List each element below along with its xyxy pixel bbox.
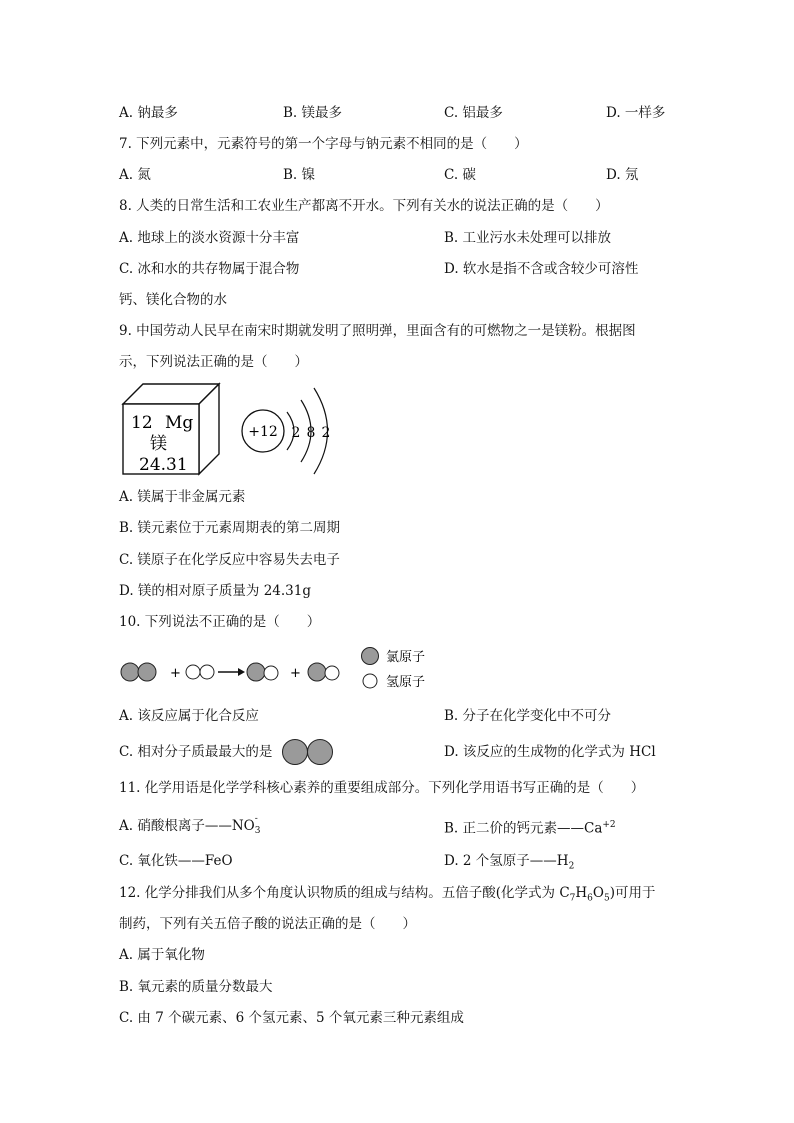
plus-sign-1: + <box>170 666 181 681</box>
q9-option-a: A. 镁属于非金属元素 <box>119 489 246 505</box>
hcl-molecule-1 <box>247 663 278 681</box>
q7-option-b: B. 镍 <box>283 167 316 183</box>
q8-option-d: D. 软水是指不含或含较少可溶性 <box>444 261 639 277</box>
q9-option-c: C. 镁原子在化学反应中容易失去电子 <box>119 552 340 568</box>
atomic-mass: 24.31 <box>139 455 188 475</box>
chlorine-molecule <box>121 663 156 681</box>
element-card <box>123 384 219 475</box>
q10-stem: 10. 下列说法不正确的是（ ） <box>119 614 321 630</box>
hydrogen-molecule <box>186 665 214 679</box>
legend-cl-label: 氯原子 <box>386 650 426 665</box>
q11-option-b-text: B. 正二价的钙元素——Ca <box>444 820 603 837</box>
nucleus-charge: +12 <box>248 424 278 440</box>
q11-stem: 11. 化学用语是化学学科核心素养的重要组成部分。下列化学用语书写正确的是（ ） <box>119 780 645 796</box>
q9-option-d: D. 镁的相对原子质量为 24.31g <box>119 583 312 599</box>
cl2-molecule-icon <box>281 737 337 767</box>
q11-option-a-charge: - <box>254 814 258 824</box>
shell-1-electrons: 2 <box>291 425 301 441</box>
hcl-molecule-2 <box>308 663 339 681</box>
q6-option-b: B. 镁最多 <box>283 105 343 121</box>
q12-option-a: A. 属于氧化物 <box>119 947 205 963</box>
q7-option-c: C. 碳 <box>444 167 476 183</box>
q9-stem-line2: 示，下列说法正确的是（ ） <box>119 354 308 370</box>
q12-option-b: B. 氧元素的质量分数最大 <box>119 979 273 995</box>
formula-h-subscript: 6 <box>587 893 593 904</box>
plus-sign-2: + <box>290 666 301 681</box>
element-name: 镁 <box>150 434 167 454</box>
q8-stem: 8. 人类的日常生活和工农业生产都离不开水。下列有关水的说法正确的是（ ） <box>119 198 609 214</box>
q8-option-b: B. 工业污水未处理可以排放 <box>444 230 612 246</box>
q11-option-b <box>444 816 616 838</box>
q11-option-d-subscript: 2 <box>568 861 575 872</box>
legend-cl-swatch <box>362 648 379 665</box>
legend-h-swatch <box>363 674 377 688</box>
q11-option-c: C. 氧化铁——FeO <box>119 853 233 869</box>
legend <box>362 648 426 691</box>
formula-o: O <box>592 885 604 901</box>
q9-stem-line1: 9. 中国劳动人民早在南宋时期就发明了照明弹，里面含有的可燃物之一是镁粉。根据图 <box>119 323 636 339</box>
q10-option-c-text: C. 相对分子质最最大的是 <box>119 744 273 760</box>
q10-option-a: A. 该反应属于化合反应 <box>119 708 259 724</box>
q11-option-b-superscript: +2 <box>602 820 616 830</box>
shell-2-electrons: 8 <box>306 425 316 441</box>
formula-h: H <box>575 885 588 901</box>
q12-stem-part1: 12. 化学分排我们从多个角度认识物质的组成与结构。五倍子酸(化学式为 C <box>119 885 570 901</box>
q6-option-a: A. 钠最多 <box>119 105 178 121</box>
q9-figure <box>121 382 346 482</box>
q12-option-c: C. 由 7 个碳元素、6 个氢元素、5 个氧元素三种元素组成 <box>119 1010 464 1026</box>
q10-reaction-diagram <box>118 642 448 702</box>
q12-stem-line1 <box>119 884 656 908</box>
legend-h-label: 氢原子 <box>386 675 426 690</box>
q12-stem-part2: )可用于 <box>609 885 656 901</box>
q11-option-a <box>119 816 263 835</box>
q11-option-d-text: D. 2 个氢原子——H <box>444 853 569 869</box>
q11-option-a-text: A. 硝酸根离子——NO <box>119 818 255 834</box>
q6-option-d: D. 一样多 <box>606 105 666 121</box>
q7-option-a: A. 氮 <box>119 167 151 183</box>
element-symbol: Mg <box>165 413 194 433</box>
q12-stem-line2: 制药，下列有关五倍子酸的说法正确的是（ ） <box>119 916 416 932</box>
q10-option-c <box>119 743 272 761</box>
q10-option-d: D. 该反应的生成物的化学式为 HCl <box>444 744 656 760</box>
atomic-number: 12 <box>131 413 153 433</box>
shell-3-electrons: 2 <box>321 425 331 441</box>
q7-option-d: D. 氖 <box>606 167 639 183</box>
q9-option-b: B. 镁元素位于元素周期表的第二周期 <box>119 520 341 536</box>
q7-stem: 7. 下列元素中，元素符号的第一个字母与钠元素不相同的是（ ） <box>119 136 528 152</box>
reaction-arrow <box>218 668 245 676</box>
q8-option-a: A. 地球上的淡水资源十分丰富 <box>119 230 300 246</box>
q6-option-c: C. 铝最多 <box>444 105 503 121</box>
formula-o-subscript: 5 <box>603 893 610 904</box>
q8-option-d-continued: 钙、镁化合物的水 <box>119 292 227 308</box>
q8-option-c: C. 冰和水的共存物属于混合物 <box>119 261 300 277</box>
atom-structure-diagram <box>242 388 330 474</box>
q11-option-a-subscript: 3 <box>254 826 261 836</box>
formula-c-subscript: 7 <box>569 893 576 904</box>
q10-option-b: B. 分子在化学变化中不可分 <box>444 708 612 724</box>
q11-option-d <box>444 852 574 876</box>
